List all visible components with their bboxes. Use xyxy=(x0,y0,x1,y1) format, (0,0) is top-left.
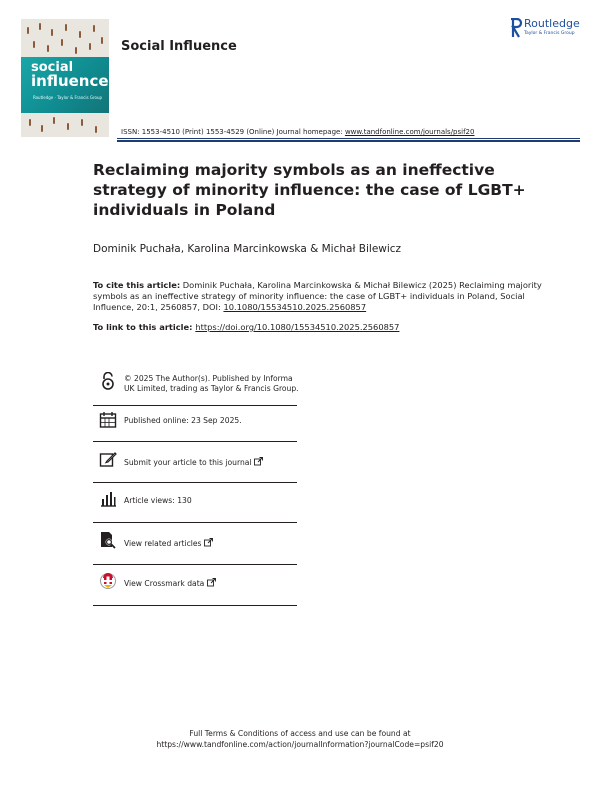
cover-figure xyxy=(81,119,83,126)
panel-divider xyxy=(93,522,297,523)
citation-text: Dominik Puchała, Karolina Marcinkowska & Michał Bilewicz (2025) Reclaiming majority symbols as an ineffective strategy of minority influence: the case of LGBT+ individuals in Poland, Social Influence, 20:1, 2560857, DOI: xyxy=(93,280,542,312)
cover-figure xyxy=(29,119,31,126)
related-articles-label: View related articles xyxy=(124,539,202,548)
crossmark-icon xyxy=(99,572,117,590)
related-articles-link[interactable] xyxy=(124,538,299,549)
cover-figure xyxy=(67,123,69,130)
published-online-text: Published online: 23 Sep 2025. xyxy=(124,416,242,425)
footer-terms-text: Full Terms & Conditions of access and use can be found at xyxy=(189,729,411,738)
cover-figure xyxy=(51,29,53,36)
cover-title-line1: social xyxy=(31,60,74,75)
publisher-name: Routledge xyxy=(524,17,580,30)
cover-figure xyxy=(33,41,35,48)
citation-label: To cite this article: xyxy=(93,280,181,290)
open-access-icon xyxy=(99,372,117,390)
bar-chart-icon xyxy=(99,490,117,508)
panel-divider xyxy=(93,441,297,442)
submit-article-row[interactable] xyxy=(93,450,297,472)
cover-figure xyxy=(47,45,49,52)
external-link-icon xyxy=(204,538,213,547)
crossmark-row[interactable] xyxy=(93,572,297,596)
article-title: Reclaiming majority symbols as an ineffective strategy of minority influence: the case of LGBT+ individuals in Poland xyxy=(93,161,526,219)
link-label: To link to this article: xyxy=(93,322,196,332)
article-doi-url[interactable]: https://doi.org/10.1080/15534510.2025.2560857 xyxy=(195,322,400,332)
issn-text: ISSN: 1553-4510 (Print) 1553-4529 (Online) Journal homepage: xyxy=(121,128,345,136)
issn-line xyxy=(121,128,474,136)
cover-figure xyxy=(89,43,91,50)
published-online-row xyxy=(93,410,297,434)
submit-article-label: Submit your article to this journal xyxy=(124,458,252,467)
cover-figure xyxy=(65,24,67,31)
article-views-row xyxy=(93,490,297,512)
article-authors: Dominik Puchała, Karolina Marcinkowska & Michał Bilewicz xyxy=(93,243,402,255)
crossmark-link[interactable] xyxy=(124,578,299,589)
cover-title-line2: influence xyxy=(31,72,109,90)
routledge-r-icon xyxy=(510,18,522,38)
publisher-logo xyxy=(510,16,586,42)
cover-figure xyxy=(53,117,55,124)
cover-figure xyxy=(79,31,81,38)
publisher-tagline: Taylor & Francis Group xyxy=(524,31,575,36)
journal-title: Social Influence xyxy=(121,39,237,54)
cover-figure xyxy=(27,27,29,34)
citation-doi-link[interactable]: 10.1080/15534510.2025.2560857 xyxy=(223,302,367,312)
footer-terms-url[interactable]: https://www.tandfonline.com/action/journalInformation?journalCode=psif20 xyxy=(156,740,444,749)
panel-divider xyxy=(93,564,297,565)
article-link-line xyxy=(93,322,399,332)
panel-divider xyxy=(93,405,297,406)
open-access-row xyxy=(93,372,297,406)
journal-homepage-link[interactable]: www.tandfonline.com/journals/psif20 xyxy=(344,128,475,136)
crossmark-label: View Crossmark data xyxy=(124,579,205,588)
cover-figure xyxy=(75,47,77,54)
external-link-icon xyxy=(254,457,263,466)
cover-figure xyxy=(61,39,63,46)
footer xyxy=(0,728,600,750)
edit-icon xyxy=(99,450,117,468)
panel-divider xyxy=(93,605,297,606)
citation-block xyxy=(93,280,563,313)
cover-figure xyxy=(41,125,43,132)
cover-figure xyxy=(95,126,97,133)
related-articles-icon xyxy=(99,531,117,549)
submit-article-link[interactable] xyxy=(124,457,299,468)
cover-figure xyxy=(101,37,103,44)
article-views-text: Article views: 130 xyxy=(124,496,192,505)
open-access-text: © 2025 The Author(s). Published by Informa UK Limited, trading as Taylor & Francis Group. xyxy=(124,374,299,393)
header-divider-top xyxy=(117,138,580,139)
external-link-icon xyxy=(207,578,216,587)
journal-cover xyxy=(21,19,109,137)
calendar-icon xyxy=(99,411,117,429)
cover-figure xyxy=(93,25,95,32)
header-divider xyxy=(117,140,580,142)
panel-divider xyxy=(93,482,297,483)
related-articles-row[interactable] xyxy=(93,531,297,553)
cover-figure xyxy=(39,23,41,30)
cover-title-line3: Routledge · Taylor & Francis Group xyxy=(33,95,103,100)
